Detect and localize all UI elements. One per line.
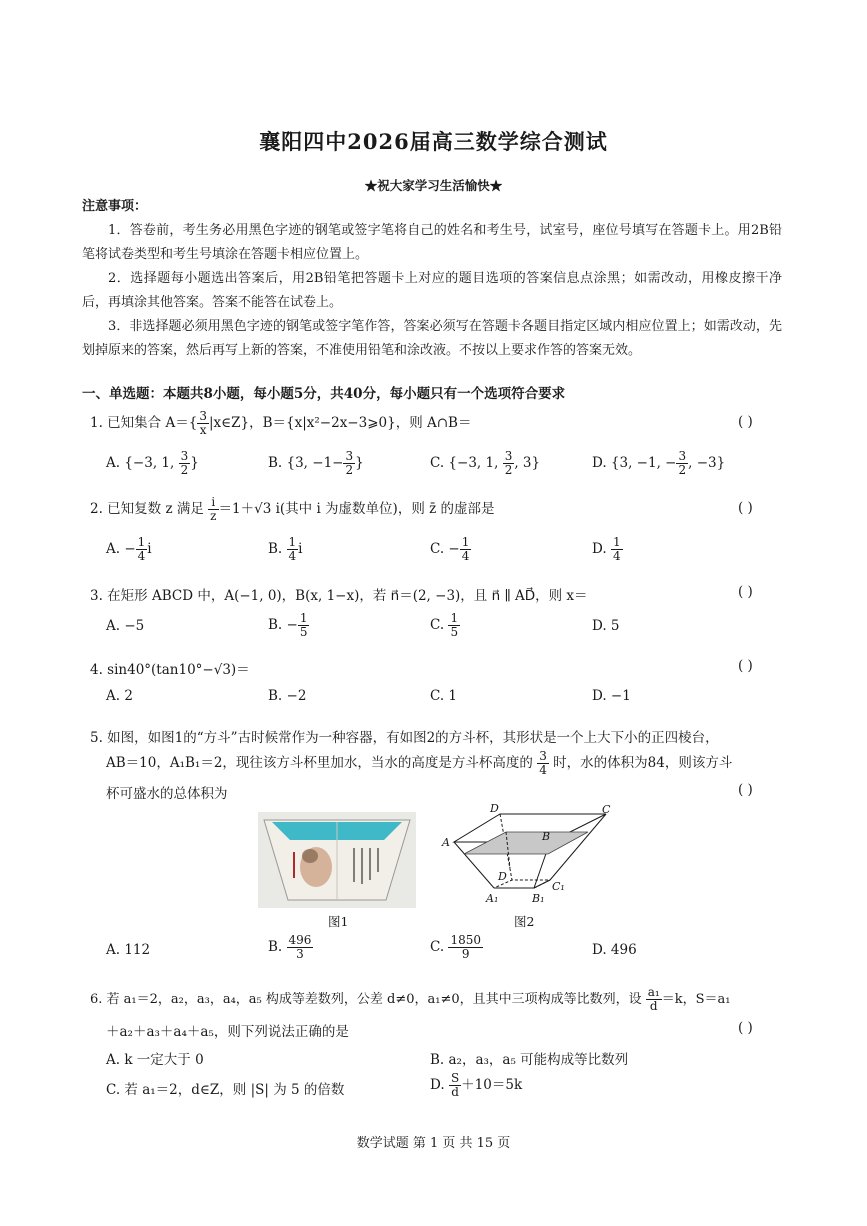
answer-blank: ( ): [738, 584, 753, 600]
question-6-line-2: ＋a₂＋a₃＋a₄＋a₅，则下列说法正确的是: [106, 1024, 349, 1040]
vertex-c1: C₁: [552, 880, 565, 893]
answer-blank: ( ): [738, 782, 753, 798]
answer-blank: ( ): [738, 414, 753, 430]
page-title: 襄阳四中2026届高三数学综合测试: [259, 129, 608, 154]
question-1-stem: 1. 已知集合 A＝{ $\frac{3}{x}$ |x∈Z}，B＝{x|x²−2x−3⩾0}，则 A∩B＝: [90, 409, 472, 437]
q1-option-d: D. {3, −1, − $\frac{3}{2}$ , −3}: [592, 449, 726, 477]
q1-option-a: A. {−3, 1, $\frac{3}{2}$ }: [106, 449, 199, 477]
motto: ★祝大家学习生活愉快★: [364, 178, 503, 193]
q6-option-c: C. 若 a₁＝2，d∈Z，则 |S| 为 5 的倍数: [106, 1082, 345, 1098]
figure-2-caption: 图2: [514, 914, 535, 929]
q5-option-a: A. 112: [106, 942, 151, 958]
vertex-b1: B₁: [532, 892, 545, 905]
frustum-diagram: [436, 802, 616, 908]
section-heading: 一、单选题：本题共8小题，每小题5分，共40分，每小题只有一个选项符合要求: [82, 386, 566, 402]
notice-item-2: 2．选择题每小题选出答案后，用2B铅笔把答题卡上对应的题目选项的答案信息点涂黑；如需改动，用橡皮擦干净后，再填涂其他答案。答案不能答在试卷上。: [82, 271, 782, 310]
q5-option-c: C. $\frac{1850}{9}$: [430, 933, 481, 961]
question-5-line-3: 杯可盛水的总体积为: [106, 786, 228, 802]
q3-option-d: D. 5: [592, 618, 620, 634]
question-5-line-2: AB＝10，A₁B₁＝2，现往该方斗杯里加水，当水的高度是方斗杯高度的 $\frac{3}{4}$ 时，水的体积为84，则该方斗: [106, 749, 733, 777]
notice-item-3: 3．非选择题必须用黑色字迹的钢笔或签字笔作答，答案必须写在答题卡各题目指定区域内相应位置上；如需改动，先划掉原来的答案，然后再写上新的答案，不准使用铅笔和涂改液。不按以上要求作答的答案无效。: [82, 319, 782, 358]
q1-option-b: B. {3, −1− $\frac{3}{2}$ }: [268, 449, 364, 477]
vertex-a: A: [442, 836, 450, 849]
q5-option-d: D. 496: [592, 942, 637, 958]
answer-blank: ( ): [738, 500, 753, 516]
q4-option-c: C. 1: [430, 688, 458, 704]
question-4-stem: 4. sin40°(tan10°−√3)＝: [90, 662, 250, 678]
page-footer: 数学试题 第 1 页 共 15 页: [356, 1136, 511, 1151]
figure-1-caption: 图1: [328, 914, 349, 929]
vertex-d1: D: [498, 870, 507, 883]
q4-option-b: B. −2: [268, 688, 307, 704]
question-3-stem: 3. 在矩形 ABCD 中，A(−1, 0)，B(x, 1−x)，若 n⃗＝(2, −3)，且 n⃗ ∥ AD⃗，则 x＝: [90, 588, 588, 604]
answer-blank: ( ): [738, 1020, 753, 1036]
q2-option-a: A. − $\frac{1}{4}$ i: [106, 535, 152, 563]
answer-blank: ( ): [738, 658, 753, 674]
question-2-stem: 2. 已知复数 z 满足 $\frac{i}{z}$ ＝1＋√3 i(其中 i 为虚数单位)，则 z̄ 的虚部是: [90, 495, 495, 523]
q6-option-b: B. a₂，a₃，a₅ 可能构成等比数列: [430, 1052, 629, 1068]
q3-option-c: C. $\frac{1}{5}$: [430, 611, 459, 639]
q2-option-c: C. − $\frac{1}{4}$: [430, 535, 470, 563]
q2-option-d: D. $\frac{1}{4}$: [592, 535, 621, 563]
q4-option-a: A. 2: [106, 688, 133, 704]
notice-item-1: 1．答卷前，考生务必用黑色字迹的钢笔或签字笔将自己的姓名和考生号，试室号，座位号填写在答题卡上。用2B铅笔将试卷类型和考生号填涂在答题卡相应位置上。: [82, 223, 782, 262]
vertex-d: D: [490, 802, 499, 815]
q4-option-d: D. −1: [592, 688, 631, 704]
q3-option-b: B. − $\frac{1}{5}$: [268, 611, 308, 639]
q6-option-a: A. k 一定大于 0: [106, 1052, 204, 1068]
q6-option-d: D. $\frac{S}{d}$ ＋10＝5k: [430, 1071, 523, 1099]
vertex-a1: A₁: [486, 892, 499, 905]
q2-option-b: B. $\frac{1}{4}$ i: [268, 535, 303, 563]
question-6-line-1: 6. 若 a₁＝2，a₂，a₃，a₄，a₅ 构成等差数列，公差 d≠0，a₁≠0，且其中三项构成等比数列，设 $\frac{\text{a₁}}{d}$ ＝k，S＝a₁: [90, 985, 731, 1013]
notice-heading: 注意事项：: [82, 199, 148, 214]
q5-option-b: B. $\frac{496}{3}$: [268, 933, 312, 961]
q3-option-a: A. −5: [106, 618, 145, 634]
vertex-b: B: [542, 830, 551, 843]
q1-option-c: C. {−3, 1, $\frac{3}{2}$ , 3}: [430, 449, 541, 477]
question-5-line-1: 5. 如图，如图1的“方斗”古时候常作为一种容器，有如图2的方斗杯，其形状是一个上大下小的正四棱台，: [90, 730, 719, 746]
vertex-c: C: [602, 803, 611, 816]
fangdou-cup-photo: [258, 812, 416, 908]
